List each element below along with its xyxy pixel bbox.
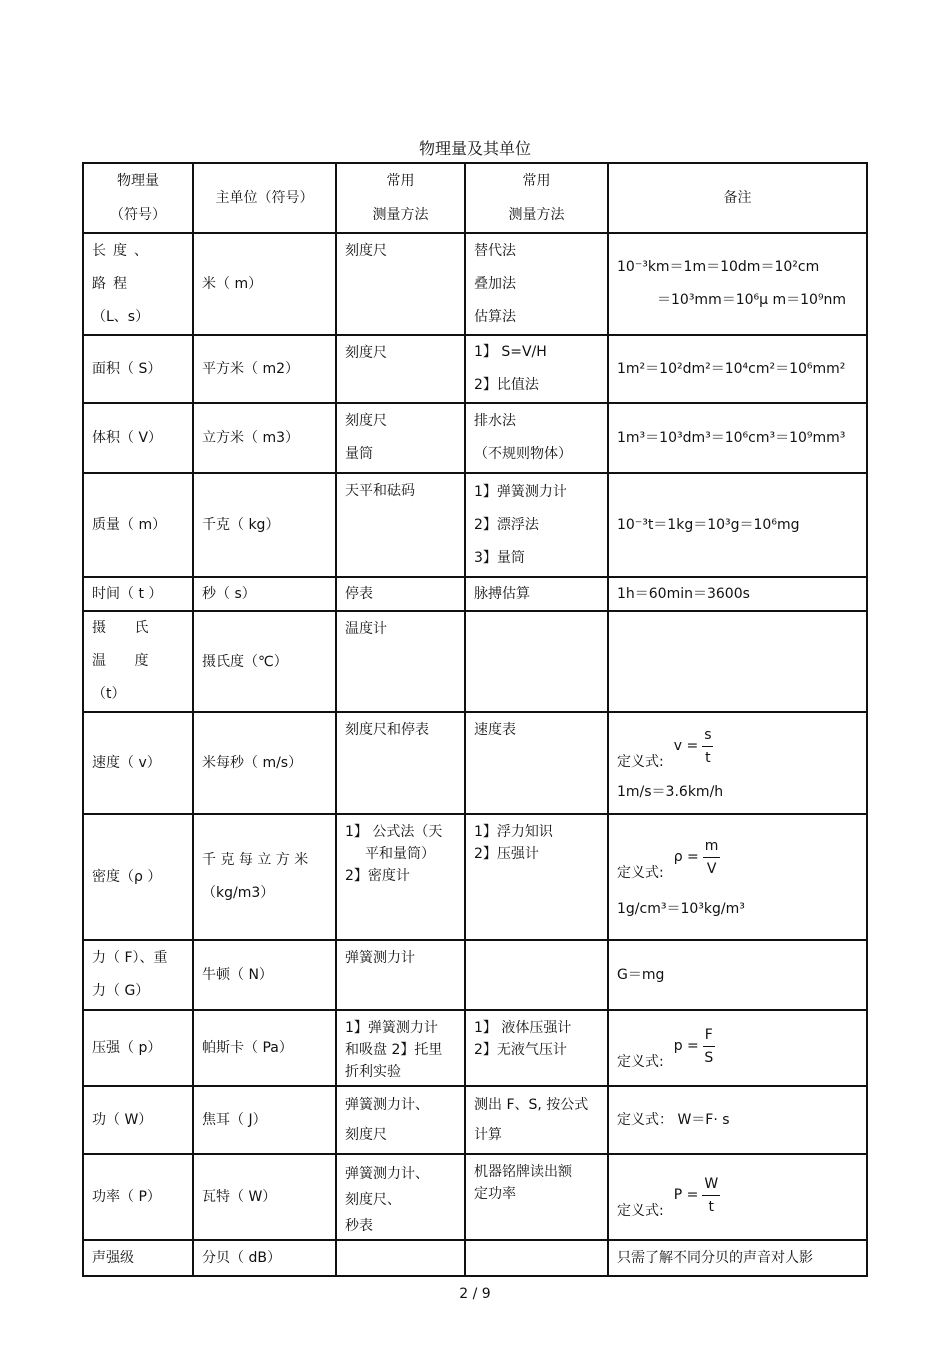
table-row-volume	[83, 403, 867, 473]
quantity-name: 摄 氏 温 度	[92, 620, 161, 669]
unit-cell: 分贝（ dB）	[193, 1240, 336, 1276]
header-note: 备注	[608, 163, 867, 233]
method-cell: 速度表	[465, 712, 608, 814]
tool-cell	[336, 403, 465, 473]
quantity-cell: 面积（ S）	[83, 335, 193, 403]
header-quantity-line2: （符号）	[110, 207, 166, 223]
denominator: V	[706, 860, 717, 877]
tool-item: 弹簧测力计、	[345, 1166, 429, 1182]
formula	[674, 1173, 724, 1222]
quantity-name: 力（ F）、重	[92, 950, 168, 966]
tool-item: 弹簧测力计、	[345, 1097, 429, 1113]
quantity-cell: 密度（ρ ）	[83, 814, 193, 940]
method-item: 定功率	[474, 1186, 516, 1202]
definition	[617, 1173, 858, 1222]
tool-cell	[336, 1010, 465, 1086]
numerator: s	[702, 724, 713, 747]
quantity-cell: 声强级	[83, 1240, 193, 1276]
formula	[674, 835, 725, 884]
method-item: 1】 液体压强计	[474, 1020, 572, 1036]
note-line: 1g/cm³＝10³kg/m³	[617, 900, 745, 917]
unit-cell: 立方米（ m3）	[193, 403, 336, 473]
formula	[674, 1024, 719, 1073]
table-row-work	[83, 1086, 867, 1154]
note-cell	[608, 1010, 867, 1086]
definition	[617, 835, 858, 884]
definition-label: 定义式:	[617, 1053, 664, 1070]
denominator: t	[705, 749, 711, 766]
tool-item: 2】密度计	[345, 868, 410, 884]
method-item: 叠加法	[474, 275, 516, 292]
header-tool	[336, 163, 465, 233]
table-row-speed	[83, 712, 867, 814]
method-item: 替代法	[474, 242, 516, 259]
method-cell	[465, 1086, 608, 1154]
quantity-cell	[83, 233, 193, 335]
method-item: 排水法	[474, 413, 516, 429]
tool-item: 刻度尺	[345, 413, 387, 429]
tool-cell: 刻度尺	[336, 233, 465, 335]
table-row-power	[83, 1154, 867, 1240]
method-cell	[465, 403, 608, 473]
method-cell	[465, 1010, 608, 1086]
method-cell	[465, 814, 608, 940]
header-row	[83, 163, 867, 233]
method-cell	[465, 1240, 608, 1276]
definition-label: 定义式:	[617, 864, 664, 881]
method-cell	[465, 473, 608, 577]
tool-item: 量筒	[345, 446, 373, 462]
table-row-temperature	[83, 611, 867, 712]
tool-cell: 温度计	[336, 611, 465, 712]
denominator: S	[704, 1049, 714, 1066]
quantity-cell: 时间（ t ）	[83, 577, 193, 611]
quantity-cell	[83, 940, 193, 1010]
quantity-cell: 体积（ V）	[83, 403, 193, 473]
method-item: 估算法	[474, 308, 516, 325]
quantity-name: 长度、 路程	[92, 242, 155, 292]
note-cell	[608, 712, 867, 814]
header-unit: 主单位（符号）	[193, 163, 336, 233]
unit-cell: 米（ m）	[193, 233, 336, 335]
header-tool-line1: 常用	[386, 173, 415, 189]
unit-cell: 平方米（ m2）	[193, 335, 336, 403]
table-row-density	[83, 814, 867, 940]
table-row-pressure	[83, 1010, 867, 1086]
numerator: m	[703, 835, 721, 858]
unit-cell: 帕斯卡（ Pa）	[193, 1010, 336, 1086]
tool-cell: 刻度尺	[336, 335, 465, 403]
definition-label: 定义式:	[617, 1202, 664, 1219]
quantity-cell: 压强（ p）	[83, 1010, 193, 1086]
note-line: ＝10³mm＝10⁶μ m＝10⁹nm	[657, 292, 847, 308]
method-item: （不规则物体）	[474, 446, 572, 462]
method-cell	[465, 940, 608, 1010]
method-cell	[465, 1154, 608, 1240]
tool-item: 1】 公式法（天	[345, 824, 443, 840]
fraction	[702, 724, 713, 769]
fraction	[703, 835, 721, 880]
table-row-length	[83, 233, 867, 335]
tool-cell: 刻度尺和停表	[336, 712, 465, 814]
header-method	[465, 163, 608, 233]
unit-cell: 米每秒（ m/s）	[193, 712, 336, 814]
tool-cell	[336, 814, 465, 940]
method-item: 机器铭牌读出额	[474, 1164, 572, 1180]
tool-cell	[336, 1154, 465, 1240]
header-tool-line2: 测量方法	[372, 207, 429, 223]
note-cell: G＝mg	[608, 940, 867, 1010]
quantity-cell: 功（ W）	[83, 1086, 193, 1154]
header-method-line2: 测量方法	[508, 207, 565, 223]
tool-item: 秒表	[345, 1218, 373, 1234]
header-quantity	[83, 163, 193, 233]
unit-cell: 焦耳（ J）	[193, 1086, 336, 1154]
table-row-sound	[83, 1240, 867, 1276]
table-row-time	[83, 577, 867, 611]
tool-item: 刻度尺	[345, 1127, 387, 1143]
note-cell	[608, 233, 867, 335]
quantity-cell: 质量（ m）	[83, 473, 193, 577]
method-item: 1】浮力知识	[474, 824, 553, 840]
note-line: 10⁻³km＝1m＝10dm＝10²cm	[617, 259, 820, 275]
fraction	[703, 1024, 715, 1069]
unit-cell	[193, 814, 336, 940]
formula-lhs: ρ =	[673, 849, 699, 865]
method-item: 1】弹簧测力计	[474, 483, 567, 500]
unit-symbol: （kg/m3）	[202, 885, 275, 901]
tool-item: 刻度尺、	[345, 1192, 401, 1208]
quantity-cell	[83, 611, 193, 712]
method-item: 3】量筒	[474, 549, 525, 566]
formula-lhs: P =	[673, 1187, 699, 1203]
page-title: 物理量及其单位	[418, 139, 531, 158]
tool-item: 平和量筒）	[365, 846, 435, 862]
tool-cell	[336, 1086, 465, 1154]
unit-cell: 摄氏度（℃）	[193, 611, 336, 712]
quantity-symbol: （t）	[92, 686, 126, 702]
fraction	[702, 1173, 720, 1218]
tool-item: 和吸盘 2】托里	[345, 1042, 443, 1058]
formula	[674, 724, 718, 773]
method-cell: 脉搏估算	[465, 577, 608, 611]
method-item: 2】比值法	[474, 377, 539, 393]
unit-cell: 秒（ s）	[193, 577, 336, 611]
note-cell: 只需了解不同分贝的声音对人影	[608, 1240, 867, 1276]
note-cell: 1m³＝10³dm³＝10⁶cm³＝10⁹mm³	[608, 403, 867, 473]
header-quantity-line1: 物理量	[117, 173, 159, 189]
method-item: 2】无液气压计	[474, 1042, 567, 1058]
method-item: 测出 F、S, 按公式	[474, 1097, 589, 1113]
note-cell	[608, 611, 867, 712]
tool-cell	[336, 1240, 465, 1276]
table-row-area	[83, 335, 867, 403]
tool-cell: 停表	[336, 577, 465, 611]
numerator: F	[703, 1024, 715, 1047]
quantity-cell: 功率（ P）	[83, 1154, 193, 1240]
table-row-mass	[83, 473, 867, 577]
unit-name: 千 克 每 立 方 米	[202, 852, 309, 868]
definition	[617, 1024, 858, 1073]
note-cell	[608, 814, 867, 940]
note-cell: 1m²＝10²dm²＝10⁴cm²＝10⁶mm²	[608, 335, 867, 403]
header-method-line1: 常用	[522, 173, 551, 189]
method-item: 计算	[474, 1127, 502, 1143]
note-cell: 定义式： W＝F· s	[608, 1086, 867, 1154]
method-item: 1】 S=V/H	[474, 344, 547, 360]
method-item: 2】压强计	[474, 846, 539, 862]
quantity-symbol: （L、s）	[92, 308, 150, 325]
page-number: 2 / 9	[459, 1286, 491, 1302]
method-cell	[465, 611, 608, 712]
definition	[617, 724, 858, 773]
note-line: 1m/s＝3.6km/h	[617, 783, 724, 800]
note-cell: 10⁻³t＝1kg＝10³g＝10⁶mg	[608, 473, 867, 577]
unit-cell: 千克（ kg）	[193, 473, 336, 577]
note-cell: 1h＝60min＝3600s	[608, 577, 867, 611]
quantity-name: 力（ G）	[92, 983, 150, 999]
definition-label: 定义式:	[617, 753, 664, 770]
note-cell	[608, 1154, 867, 1240]
formula-lhs: p =	[673, 1038, 699, 1054]
quantity-cell: 速度（ v）	[83, 712, 193, 814]
tool-item: 1】弹簧测力计	[345, 1020, 438, 1036]
unit-cell: 牛顿（ N）	[193, 940, 336, 1010]
numerator: W	[702, 1173, 720, 1196]
denominator: t	[708, 1198, 715, 1215]
formula-lhs: v =	[673, 738, 699, 754]
tool-cell: 弹簧测力计	[336, 940, 465, 1010]
table-row-force	[83, 940, 867, 1010]
method-cell	[465, 233, 608, 335]
method-item: 2】漂浮法	[474, 516, 539, 533]
method-cell	[465, 335, 608, 403]
tool-cell: 天平和砝码	[336, 473, 465, 577]
unit-cell: 瓦特（ W）	[193, 1154, 336, 1240]
tool-item: 折利实验	[345, 1064, 401, 1080]
physics-quantities-table	[82, 162, 868, 1277]
